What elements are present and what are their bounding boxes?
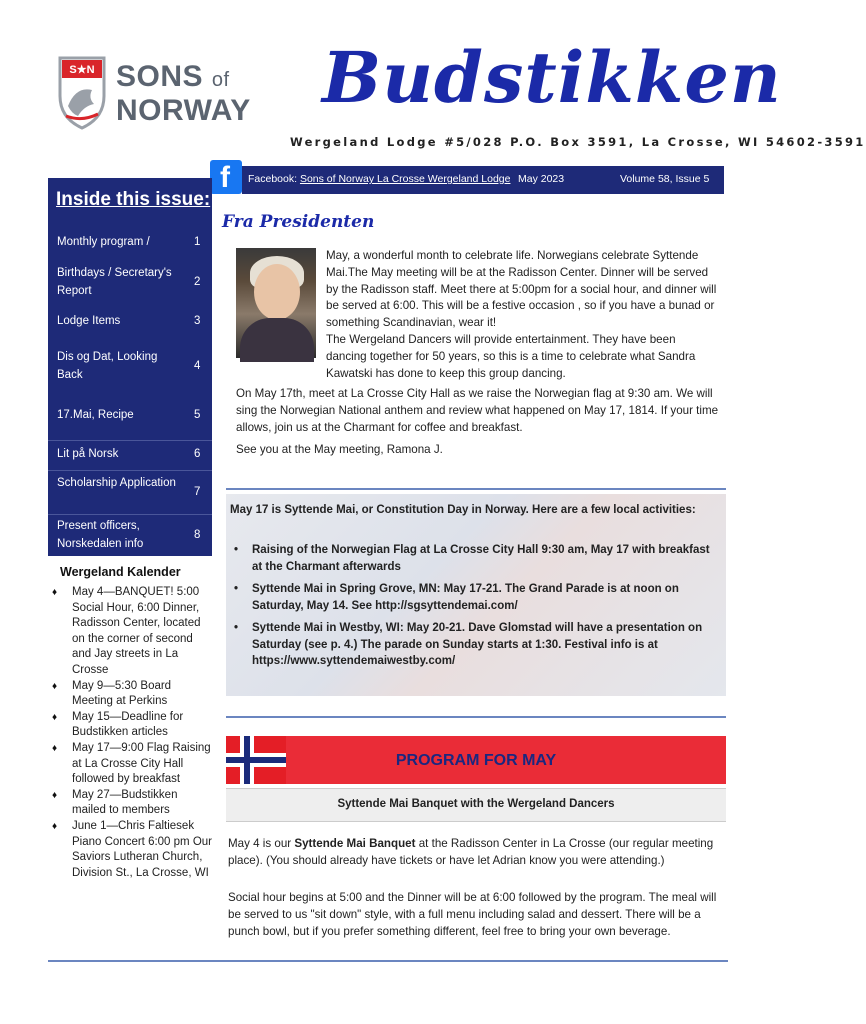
- sons-of-norway-logo: [58, 56, 268, 134]
- masthead-title: Budstikken: [322, 36, 782, 119]
- toc-label: Lodge Items: [57, 315, 121, 327]
- kalender-item: ♦ May 17—9:00 Flag Raising at La Crosse City Hall followed by breakfast: [50, 741, 212, 788]
- president-paragraph-2: The Wergeland Dancers will provide entertainment. They have been dancing together for 50 years, so this is a time to celebrate what Sandra Kawatski has done to keep this group dancing.: [326, 333, 696, 380]
- banquet-subtitle: Syttende Mai Banquet with the Wergeland Dancers: [337, 798, 615, 810]
- sidebar-title: Inside this issue:: [56, 189, 211, 210]
- toc-item[interactable]: [48, 262, 212, 306]
- program-band: [286, 736, 726, 784]
- toc-item[interactable]: [48, 228, 212, 256]
- syttende-item: • Raising of the Norwegian Flag at La Crosse City Hall 9:30 am, May 17 with breakfast at the Charmant afterwards: [230, 542, 716, 575]
- kalender-item: ♦ May 9—5:30 Board Meeting at Perkins: [50, 679, 212, 710]
- issue-date: May 2023: [518, 173, 565, 185]
- president-photo: [236, 248, 316, 358]
- program-p1-pre: May 4 is our: [228, 837, 295, 850]
- toc-item[interactable]: [48, 344, 212, 388]
- facebook-text: [248, 173, 510, 185]
- banquet-subtitle-box: [226, 788, 726, 822]
- president-heading: Fra Presidenten: [222, 212, 375, 232]
- kalender-list: [50, 585, 212, 881]
- program-paragraph-1: [228, 836, 724, 870]
- kalender-title: Wergeland Kalender: [60, 565, 181, 579]
- program-p1-bold: Syttende Mai Banquet: [294, 837, 416, 850]
- president-paragraph-1: May, a wonderful month to celebrate life. Norwegians celebrate Syttende Mai.The May meeting will be at the Radisson Center. Dinner will be served by the Radisson staff. Meet there at 5:00pm for a social hour, and dinner will be served at 6:00. This will be a festive occasion , so if you have a bunad or something Scandinavian, wear it!: [326, 249, 717, 330]
- inside-this-issue-sidebar: [48, 178, 212, 556]
- toc-page: 6: [194, 448, 201, 460]
- toc-page: 4: [194, 360, 201, 372]
- toc-page: 3: [194, 315, 201, 327]
- lodge-address: Wergeland Lodge #5/028 P.O. Box 3591, La Crosse, WI 54602-3591: [290, 135, 866, 149]
- toc-label: Present officers, Norskedalen info: [57, 520, 144, 550]
- toc-page: 5: [194, 409, 201, 421]
- toc-item[interactable]: [48, 440, 212, 470]
- program-title: PROGRAM FOR MAY: [395, 752, 557, 769]
- toc-label: Scholarship Application: [57, 477, 176, 489]
- toc-label: Birthdays / Secretary's Report: [57, 267, 172, 297]
- toc-item[interactable]: [48, 470, 212, 514]
- shield-text: S★N: [69, 64, 95, 76]
- kalender-item: ♦ May 15—Deadline for Budstikken articles: [50, 710, 212, 741]
- syttende-list: [230, 542, 716, 676]
- president-paragraph-3: On May 17th, meet at La Crosse City Hall as we raise the Norwegian flag at 9:30 am. We will sing the Norwegian National anthem and review what happened on May 17, 1814. If your time allows, join us at the Charmant for coffee and breakfast.: [236, 387, 719, 434]
- wergeland-kalender: [50, 565, 212, 881]
- photo-body: [240, 318, 314, 362]
- facebook-icon[interactable]: f: [210, 160, 242, 194]
- program-p1-post: at the Radisson Center in La Crosse (our regular meeting place). (You should already have tickets or have let Adrian know you were attending.): [228, 837, 714, 867]
- president-signoff: See you at the May meeting, Ramona J.: [236, 443, 443, 456]
- toc-item[interactable]: [48, 514, 212, 556]
- syttende-intro: May 17 is Syttende Mai, or Constitution Day in Norway. Here are a few local activities:: [230, 504, 696, 516]
- kalender-item: ♦ May 4—BANQUET! 5:00 Social Hour, 6:00 Dinner, Radisson Center, located on the corner of second and Jay streets in La Crosse: [50, 585, 212, 679]
- toc-label: Lit på Norsk: [57, 448, 119, 460]
- logo-wordmark: [116, 62, 251, 127]
- toc-label: Monthly program /: [57, 236, 150, 248]
- toc-page: 7: [194, 486, 201, 498]
- kalender-item: ♦ June 1—Chris Faltiesek Piano Concert 6:00 pm Our Saviors Lutheran Church, Division St., La Crosse, WI: [50, 819, 212, 881]
- toc-page: 2: [194, 276, 201, 288]
- kalender-item: ♦ May 27—Budstikken mailed to members: [50, 788, 212, 819]
- norwegian-flag-icon: [226, 736, 286, 784]
- facebook-link[interactable]: Sons of Norway La Crosse Wergeland Lodge: [299, 173, 511, 185]
- toc-page: 8: [194, 529, 201, 541]
- syttende-mai-box: [226, 494, 726, 696]
- facebook-prefix: Facebook:: [248, 173, 300, 185]
- section-divider: [226, 488, 726, 490]
- toc-page: 1: [194, 236, 201, 248]
- info-bar: [242, 166, 724, 194]
- logo-sons: SONS: [116, 60, 204, 93]
- logo-norway: NORWAY: [116, 94, 251, 127]
- syttende-item: • Syttende Mai in Westby, WI: May 20-21. Dave Glomstad will have a presentation on Saturday (see p. 4.) The parade on Sunday starts at 1:30. Festival info is at https://www.syttendemaiwestby.com/: [230, 620, 716, 670]
- shield-icon: [58, 56, 106, 130]
- toc-label: Dis og Dat, Looking Back: [57, 351, 158, 381]
- toc-label: 17.Mai, Recipe: [57, 409, 134, 421]
- photo-face: [254, 264, 300, 320]
- syttende-item: • Syttende Mai in Spring Grove, MN: May 17-21. The Grand Parade is at noon on Saturday, May 14. See http://sgsyttendemai.com/: [230, 581, 716, 614]
- page-bottom-rule: [48, 960, 728, 962]
- logo-of: of: [211, 69, 230, 91]
- section-divider: [226, 716, 726, 718]
- volume-issue: Volume 58, Issue 5: [620, 173, 710, 185]
- program-paragraph-2: Social hour begins at 5:00 and the Dinner will be at 6:00 followed by the program. The meal will be served to us "sit down" style, with a full menu including salad and dessert. There will be a punch bowl, but if you prefer something different, feel free to bring your own beverage.: [228, 891, 717, 938]
- toc-item[interactable]: [48, 308, 212, 338]
- toc-item[interactable]: [48, 402, 212, 432]
